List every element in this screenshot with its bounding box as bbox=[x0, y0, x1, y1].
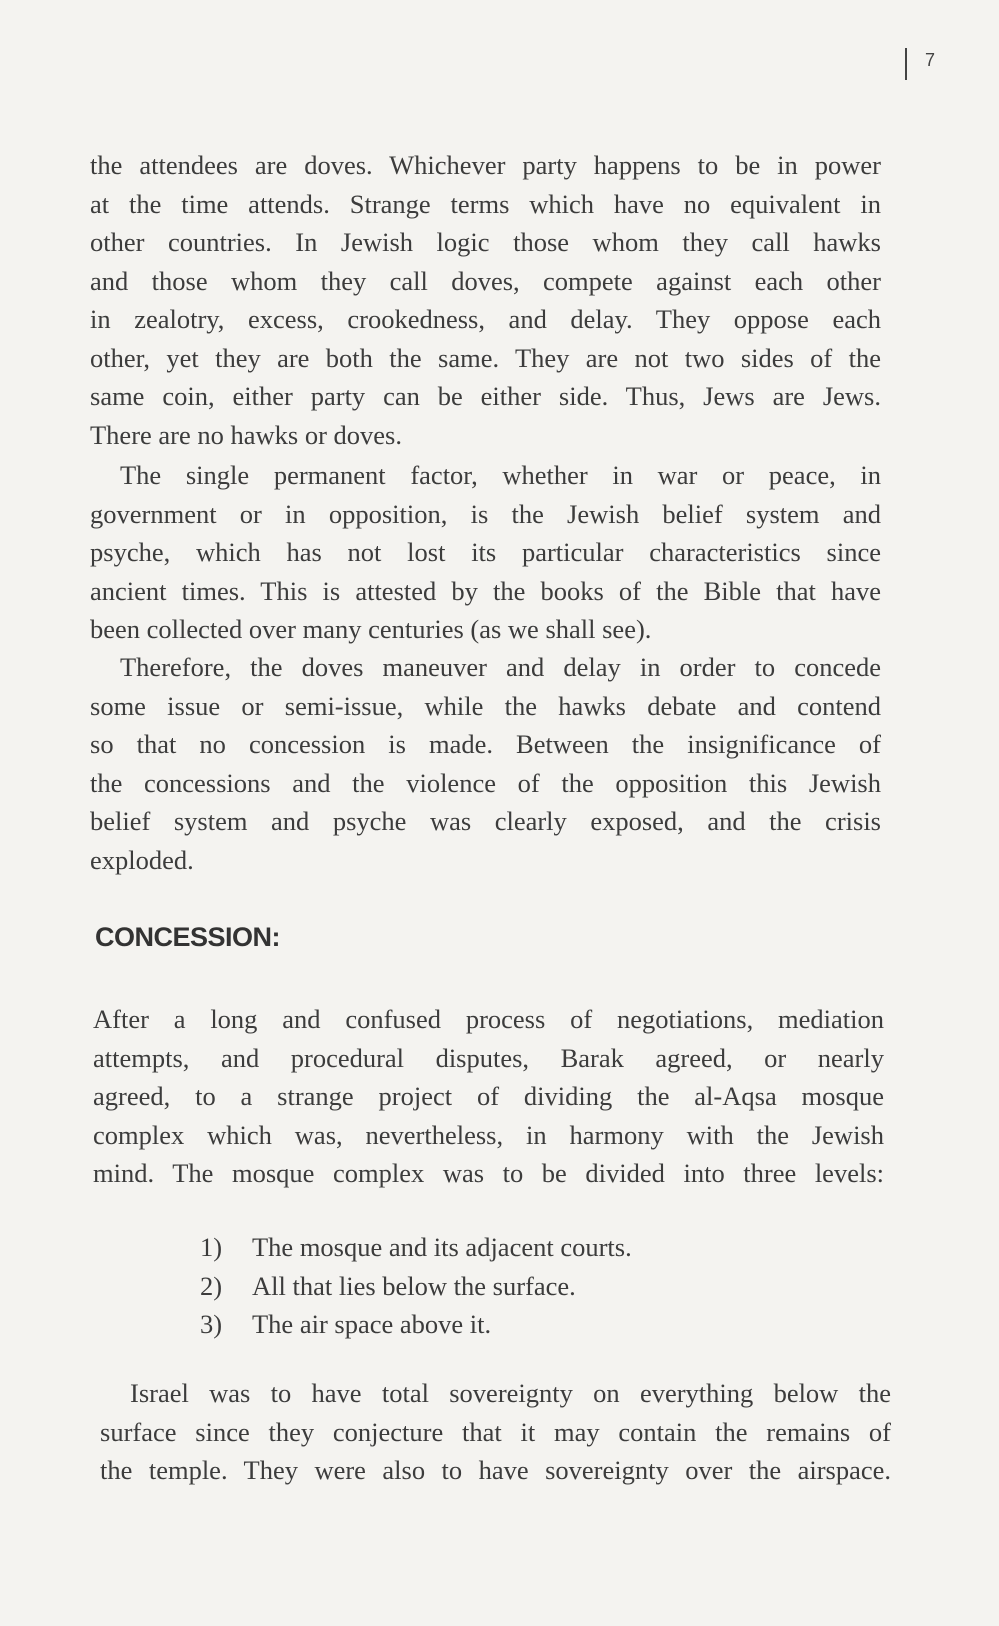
text-line: Israel was to have total sovereignty on everything below the bbox=[130, 1378, 891, 1408]
text-line: exploded. bbox=[90, 844, 194, 875]
text-line: There are no hawks or doves. bbox=[90, 419, 402, 450]
section-paragraph bbox=[93, 1000, 884, 1193]
text-line: the attendees are doves. Whichever party happens to be in power bbox=[90, 150, 881, 180]
list-number: 3) bbox=[200, 1309, 223, 1339]
text-line: so that no concession is made. Between the insignificance of bbox=[90, 729, 881, 759]
list-text: The air space above it. bbox=[252, 1309, 492, 1339]
paragraph-3 bbox=[90, 648, 881, 879]
text-line: ancient times. This is attested by the books of the Bible that have bbox=[90, 575, 881, 606]
text-line: in zealotry, excess, crookedness, and delay. They oppose each bbox=[90, 304, 881, 334]
text-line: other, yet they are both the same. They are not two sides of the bbox=[90, 342, 881, 373]
text-line: psyche, which has not lost its particular characteristics since bbox=[90, 537, 881, 567]
list-item bbox=[200, 1267, 632, 1306]
text-line: surface since they conjecture that it may contain the remains of bbox=[100, 1416, 891, 1447]
text-line: After a long and confused process of negotiations, mediation bbox=[93, 1004, 884, 1034]
text-line: at the time attends. Strange terms which have no equivalent in bbox=[90, 188, 881, 219]
closing-paragraph bbox=[100, 1374, 891, 1490]
list-item bbox=[200, 1305, 632, 1344]
text-line: other countries. In Jewish logic those whom they call hawks bbox=[90, 227, 881, 257]
text-line: mind. The mosque complex was to be divided into three levels: bbox=[93, 1158, 884, 1188]
text-line: the temple. They were also to have sovereignty over the airspace. bbox=[100, 1455, 891, 1485]
text-line: attempts, and procedural disputes, Barak agreed, or nearly bbox=[93, 1042, 884, 1073]
list-text: All that lies below the surface. bbox=[252, 1270, 576, 1301]
list-number: 2) bbox=[200, 1270, 223, 1301]
list-number: 1) bbox=[200, 1232, 223, 1262]
list-text: The mosque and its adjacent courts. bbox=[252, 1232, 632, 1262]
header-rule bbox=[905, 48, 907, 80]
text-line: complex which was, nevertheless, in harmony with the Jewish bbox=[93, 1119, 884, 1150]
text-line: some issue or semi-issue, while the hawks debate and contend bbox=[90, 690, 881, 721]
text-line: The single permanent factor, whether in war or peace, in bbox=[120, 460, 881, 490]
text-line: been collected over many centuries (as we shall see). bbox=[90, 614, 652, 644]
page-number: 7 bbox=[925, 50, 936, 70]
text-line: the concessions and the violence of the opposition this Jewish bbox=[90, 767, 881, 798]
text-line: government or in opposition, is the Jewish belief system and bbox=[90, 498, 881, 529]
text-line: same coin, either party can be either side. Thus, Jews are Jews. bbox=[90, 381, 881, 411]
paragraph-1 bbox=[90, 146, 881, 454]
section-heading: CONCESSION: bbox=[95, 922, 281, 952]
text-line: agreed, to a strange project of dividing the al-Aqsa mosque bbox=[93, 1081, 884, 1111]
text-line: and those whom they call doves, compete against each other bbox=[90, 265, 881, 296]
numbered-list bbox=[200, 1228, 632, 1344]
list-item bbox=[200, 1228, 632, 1267]
text-line: belief system and psyche was clearly exposed, and the crisis bbox=[90, 806, 881, 836]
text-line: Therefore, the doves maneuver and delay in order to concede bbox=[120, 652, 881, 682]
paragraph-2 bbox=[90, 456, 881, 649]
